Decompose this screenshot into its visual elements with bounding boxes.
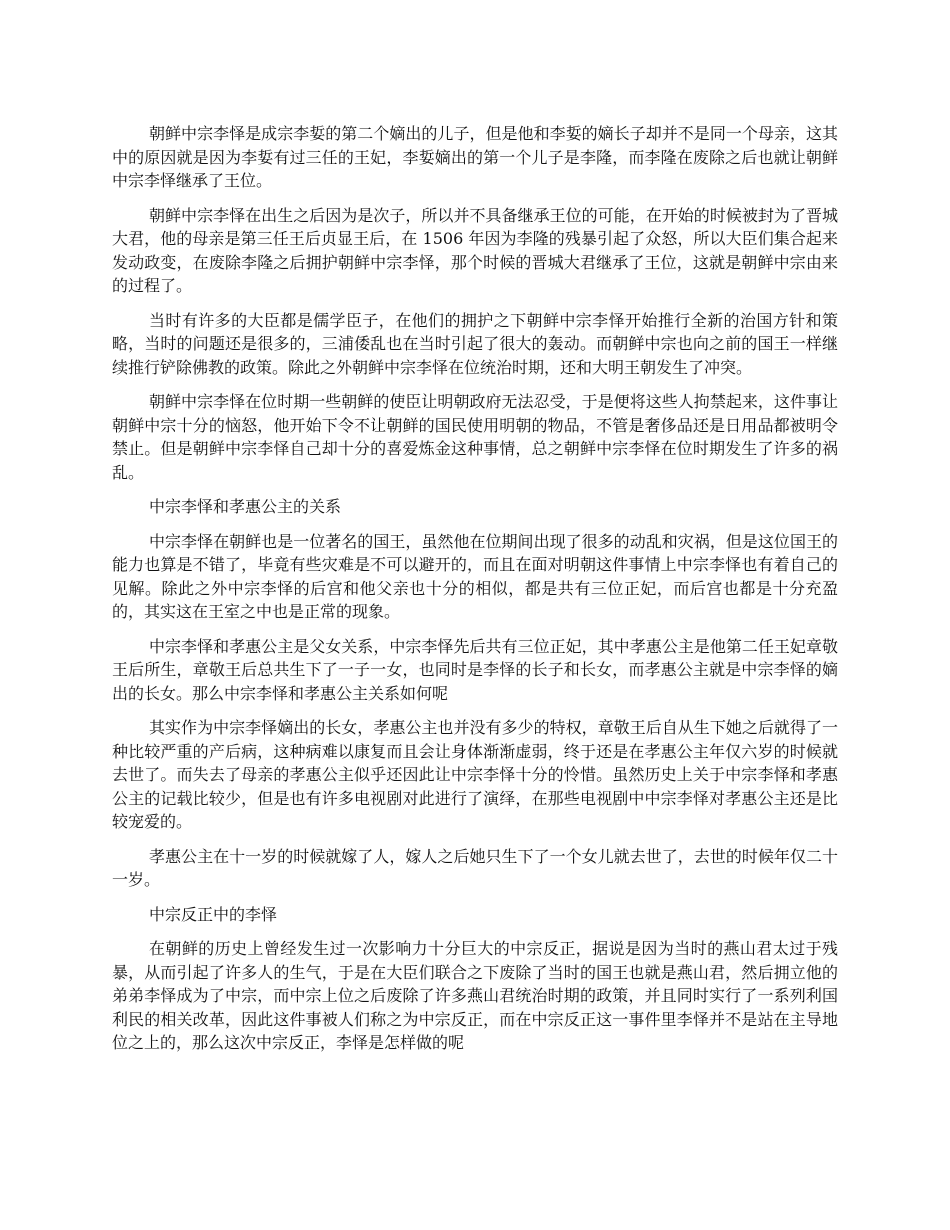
paragraph-4: 朝鲜中宗李怿在位时期一些朝鲜的使臣让明朝政府无法忍受，于是便将这些人拘禁起来，这件事让朝鲜中宗十分的恼怒，他开始下令不让朝鲜的国民使用明朝的物品，不管是奢侈品还是日用品都被明令禁止。但是朝鲜中宗李怿自己却十分的喜爱炼金这种事情，总之朝鲜中宗李怿在位时期发生了许多的祸乱。 <box>112 392 838 482</box>
paragraph-8: 孝惠公主在十一岁的时候就嫁了人，嫁人之后她只生下了一个女儿就去世了，去世的时候年仅二十一岁。 <box>112 846 838 889</box>
paragraph-9: 在朝鲜的历史上曾经发生过一次影响力十分巨大的中宗反正，据说是因为当时的燕山君太过于残暴，从而引起了许多人的生气，于是在大臣们联合之下废除了当时的国王也就是燕山君，然后拥立他的弟弟李怿成为了中宗，而中宗上位之后废除了许多燕山君统治时期的政策，并且同时实行了一系列利国利民的相关改革，因此这件事被人们称之为中宗反正，而在中宗反正这一事件里李怿并不是站在主导地位之上的，那么这次中宗反正，李怿是怎样做的呢 <box>112 939 838 1052</box>
paragraph-7: 其实作为中宗李怿嫡出的长女，孝惠公主也并没有多少的特权，章敬王后自从生下她之后就得了一种比较严重的产后病，这种病难以康复而且会让身体渐渐虚弱，终于还是在孝惠公主年仅六岁的时候就去世了。而失去了母亲的孝惠公主似乎还因此让中宗李怿十分的怜惜。虽然历史上关于中宗李怿和孝惠公主的记载比较少，但是也有许多电视剧对此进行了演绎，在那些电视剧中中宗李怿对孝惠公主还是比较宠爱的。 <box>112 718 838 831</box>
paragraph-2: 朝鲜中宗李怿在出生之后因为是次子，所以并不具备继承王位的可能，在开始的时候被封为了晋城大君，他的母亲是第三任王后贞显王后，在 1506 年因为李隆的残暴引起了众怒，所以大臣们集合起来发动政变，在废除李隆之后拥护朝鲜中宗李怿，那个时候的晋城大君继承了王位，这就是朝鲜中宗由来的过程了。 <box>112 205 838 295</box>
paragraph-1: 朝鲜中宗李怿是成宗李娎的第二个嫡出的儿子，但是他和李娎的嫡长子却并不是同一个母亲，这其中的原因就是因为李娎有过三任的王妃，李娎嫡出的第一个儿子是李隆，而李隆在废除之后也就让朝鲜中宗李怿继承了王位。 <box>112 124 838 190</box>
paragraph-6: 中宗李怿和孝惠公主是父女关系，中宗李怿先后共有三位正妃，其中孝惠公主是他第二任王妃章敬王后所生，章敬王后总共生下了一子一女，也同时是李怿的长子和长女，而孝惠公主就是中宗李怿的嫡出的长女。那么中宗李怿和孝惠公主关系如何呢 <box>112 636 838 703</box>
paragraph-5: 中宗李怿在朝鲜也是一位著名的国王，虽然他在位期间出现了很多的动乱和灾祸，但是这位国王的能力也算是不错了，毕竟有些灾难是不可以避开的，而且在面对明朝这件事情上中宗李怿也有着自己的见解。除此之外中宗李怿的后宫和他父亲也十分的相似，都是共有三位正妃，而后宫也都是十分充盈的，其实这在王室之中也是正常的现象。 <box>112 531 838 621</box>
section-heading-coup: 中宗反正中的李怿 <box>149 904 278 924</box>
section-heading-relationship: 中宗李怿和孝惠公主的关系 <box>149 497 342 516</box>
paragraph-3: 当时有许多的大臣都是儒学臣子，在他们的拥护之下朝鲜中宗李怿开始推行全新的治国方针和策略，当时的问题还是很多的，三浦倭乱也在当时引起了很大的轰动。而朝鲜中宗也向之前的国王一样继续推行铲除佛教的政策。除此之外朝鲜中宗李怿在位统治时期，还和大明王朝发生了冲突。 <box>112 310 838 377</box>
document-body <box>112 122 838 1066</box>
